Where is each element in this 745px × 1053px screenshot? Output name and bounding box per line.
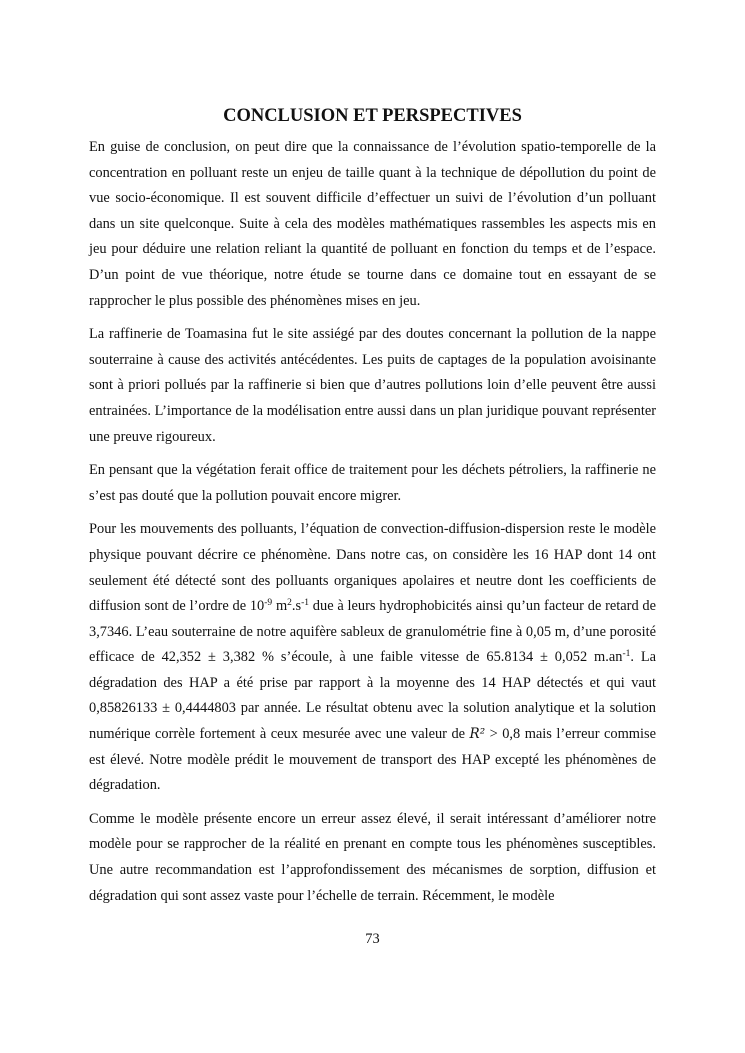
- body-text: [89, 135, 656, 917]
- superscript: -1: [301, 597, 310, 608]
- page-number: 73: [365, 931, 380, 947]
- superscript: -9: [264, 597, 273, 608]
- superscript: -1: [622, 649, 631, 660]
- text-run: m: [272, 598, 288, 615]
- paragraph-refinery: La raffinerie de Toamasina fut le site assiégé par des doutes concernant la pollution de la nappe souterraine à cause des activités antécédentes. Les puits de captages de la population avoisinante sont à priori pollués par la raffinerie si bien que d’autres pollutions loin d’elle peuvent être aussi entrainées. L’importance de la modélisation entre aussi dans un plan juridique pouvant représenter une preuve rigoureux.: [89, 326, 656, 445]
- paragraph-pollutant-model: [89, 517, 656, 799]
- paragraph-vegetation: En pensant que la végétation ferait office de traitement pour les déchets pétroliers, la raffinerie ne s’est pas douté que la pollution pouvait encore migrer.: [89, 462, 656, 504]
- text-run: due à leurs hydrophobicités ainsi qu’un facteur de retard de 3,7346. L’eau souterraine de notre aquifère sableux de granulométrie fine à 0,05 m, d’une porosité efficace de 42,352 ± 3,382 % s’écoule, à une faible vitesse de 65.8134 ± 0,052 m.an: [89, 598, 657, 666]
- superscript: 2: [287, 597, 292, 608]
- text-run: . La dégradation des HAP a été prise par rapport à la moyenne des 14 HAP détectés et qui vaut 0,85826133 ± 0,4444803 par année. Le résultat obtenu avec la solution analytique et la solution numérique corrèle fortement à ceux mesurée avec une valeur de: [89, 649, 657, 743]
- math-r-squared: R²: [469, 726, 486, 743]
- text-run: Pour les mouvements des polluants, l’équation de convection-diffusion-dispersion reste le modèle physique pouvant décrire ce phénomène. Dans notre cas, on considère les 16 HAP dont 14 ont seulement été détecté sont des polluants organiques apolaires et neutre dont les coefficients de diffusion sont de l’ordre de 10: [89, 521, 656, 615]
- text-run: > 0,8 mais l’erreur commise est élevé. Notre modèle prédit le mouvement de transport des HAP excepté les phénomènes de dégradation.: [89, 726, 656, 794]
- paragraph-perspectives: Comme le modèle présente encore un erreur assez élevé, il serait intéressant d’améliorer notre modèle pour se rapprocher de la réalité en prenant en compte tous les phénomènes susceptibles. Une autre recommandation est l’approfondissement des mécanismes de sorption, diffusion et dégradation qui sont assez vaste pour l’échelle de terrain. Récemment, le modèle: [89, 810, 656, 904]
- page-title: CONCLUSION ET PERSPECTIVES: [223, 106, 522, 126]
- text-run: .s: [291, 598, 302, 615]
- paragraph-conclusion: En guise de conclusion, on peut dire que la connaissance de l’évolution spatio-temporelle de la concentration en polluant reste un enjeu de taille quant à la technique de dépollution du point de vue socio-économique. Il est souvent difficile d’effectuer un suivi de l’évolution d’un polluant dans un site quelconque. Suite à cela des modèles mathématiques rassembles les aspects mis en jeu pour déduire une relation reliant la quantité de polluant en fonction du temps et de l’espace. D’un point de vue théorique, notre étude se tourne dans ce domaine tout en essayant de se rapprocher le plus possible des phénomènes mises en jeu.: [89, 139, 656, 309]
